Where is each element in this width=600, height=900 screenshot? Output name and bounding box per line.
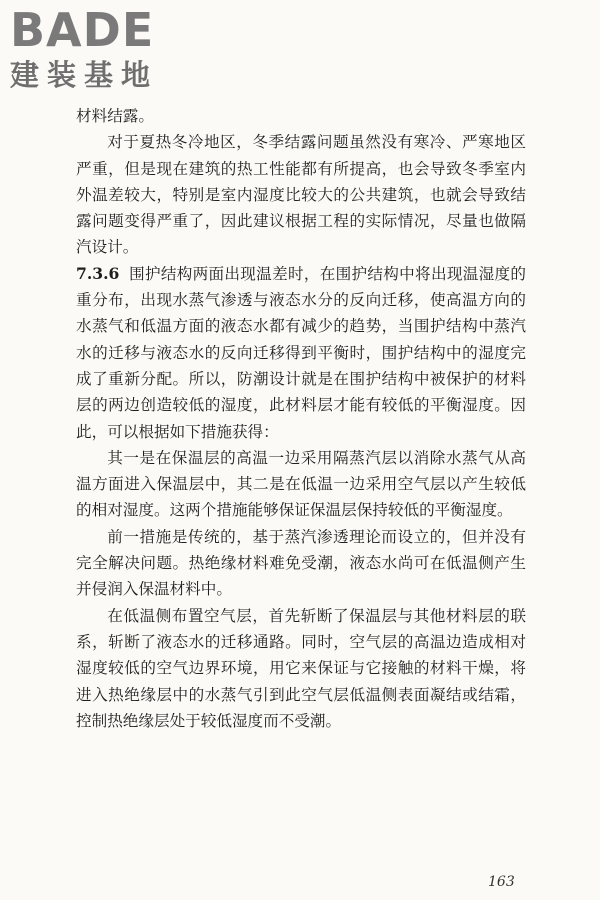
logo-subtitle: 建装基地	[10, 58, 159, 92]
paragraph: 前一措施是传统的，基于蒸汽渗透理论而设立的，但并没有完全解决问题。热绝缘材料难免受潮，液态水尚可在低温侧产生并侵润入保温材料中。	[76, 527, 526, 599]
section-text: 围护结构两面出现温差时，在围护结构中将出现温湿度的重分布，出现水蒸气渗透与液态水分的反向迁移，使高温方向的水蒸气和低温方面的液态水都有减少的趋势，当围护结构中蒸汽水的迁移与液态水的反向迁移得到平衡时，围护结构中的湿度完成了重新分配。所以，防潮设计就是在围护结构中被保护的材料层的两边创造较低的湿度，此材料层才能有较低的平衡湿度。因此，可以根据如下措施获得：	[76, 264, 526, 441]
paragraph: 在低温侧布置空气层，首先斩断了保温层与其他材料层的联系，斩断了液态水的迁移通路。同时，空气层的高温边造成相对湿度较低的空气边界环境，用它来保证与它接触的材料干燥，将进入热绝缘层中的水蒸气引到此空气层低温侧表面凝结或结霜，控制热绝缘层处于较低湿度而不受潮。	[76, 606, 526, 730]
paragraph: 对于夏热冬冷地区，冬季结露问题虽然没有寒冷、严寒地区严重，但是现在建筑的热工性能都有所提高，也会导致冬季室内外温差较大，特别是室内湿度比较大的公共建筑，也就会导致结露问题变得严重了，因此建议根据工程的实际情况，尽量也做隔汽设计。	[76, 133, 526, 257]
logo-brand: BADE	[10, 3, 155, 57]
section-paragraph	[76, 261, 526, 445]
logo	[10, 4, 175, 96]
paragraph: 其一是在保温层的高温一边采用隔蒸汽层以消除水蒸气从高温方面进入保温层中，其二是在低温一边采用空气层以产生较低的相对湿度。这两个措施能够保证保温层保持较低的平衡湿度。	[76, 448, 526, 520]
page-body	[76, 103, 526, 734]
page-number: 163	[488, 874, 515, 890]
paragraph-continuation: 材料结露。	[76, 107, 154, 125]
section-number: 7.3.6	[76, 263, 120, 283]
